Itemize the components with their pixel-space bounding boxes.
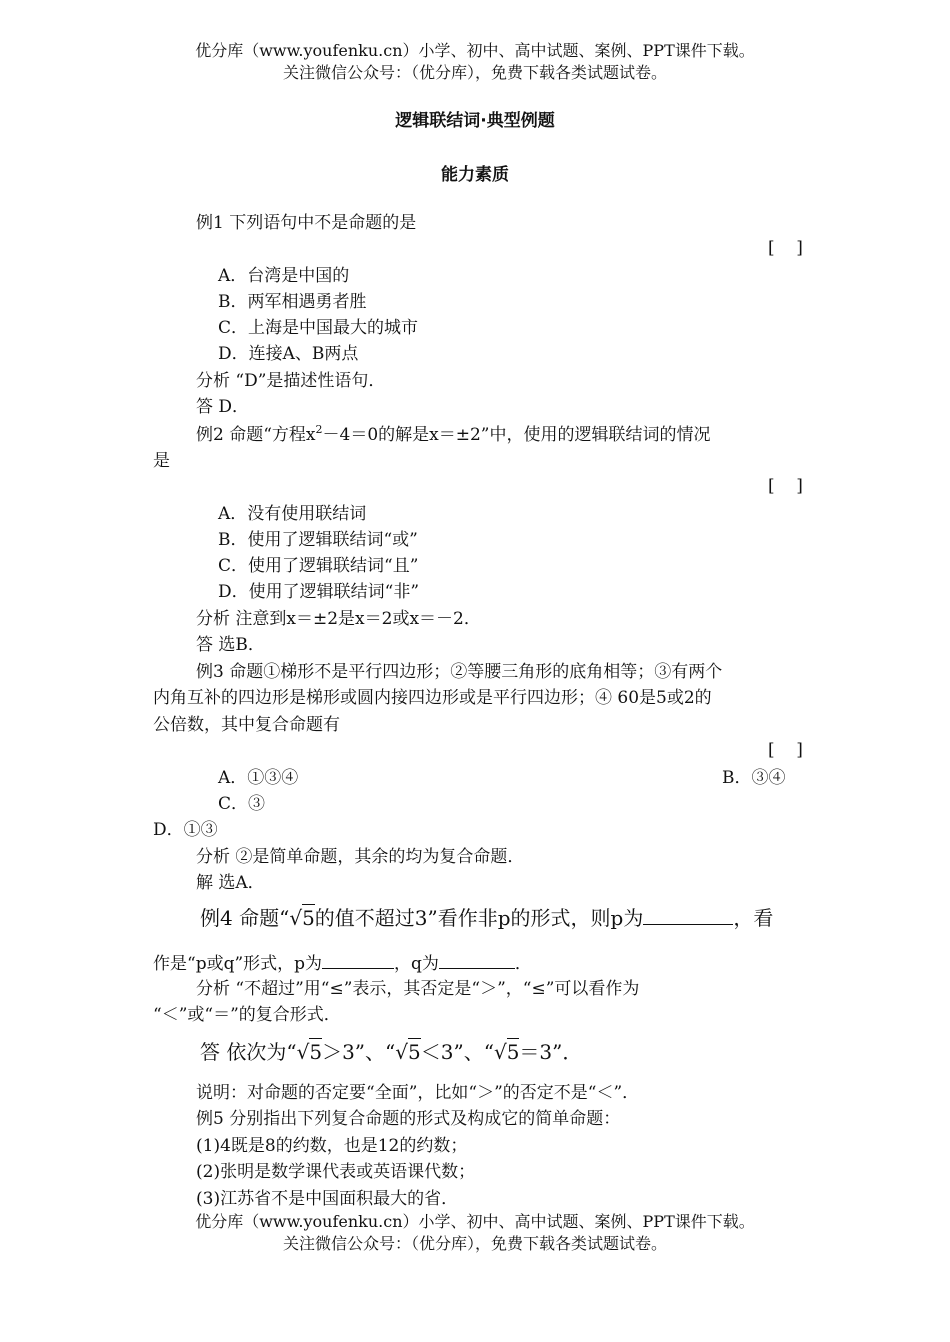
footer-line-1: 优分库（www.youfenku.cn）小学、初中、高中试题、案例、PPT课件下载。 xyxy=(195,1212,755,1231)
ex3-option-d: D．①③ xyxy=(153,820,218,840)
ex1-answer: 答 D． xyxy=(196,397,250,417)
radicand: 5 xyxy=(408,1040,421,1064)
section-title: 能力素质 xyxy=(441,165,509,185)
ex4-analysis-2: “＜”或“＝”的复合形式． xyxy=(153,1005,341,1025)
ex4-answer xyxy=(200,1040,582,1064)
ex4-question2-mid: ，q为 xyxy=(394,954,439,974)
ex3-analysis: 分析 ②是简单命题，其余的均为复合命题． xyxy=(196,847,525,867)
sqrt-5-expression xyxy=(289,906,314,930)
ex2-question-cont: 是 xyxy=(153,451,170,471)
radical-sign: √ xyxy=(296,1040,310,1064)
ex3-answer-bracket: [ ] xyxy=(768,740,803,760)
radical-sign: √ xyxy=(395,1040,409,1064)
ex2-analysis: 分析 注意到x＝±2是x＝2或x＝－2． xyxy=(196,609,481,629)
ex3-question-2: 内角互补的四边形是梯形或圆内接四边形或是平行四边形；④ 60是5或2的 xyxy=(153,688,712,708)
ex5-item-3: (3)江苏省不是中国面积最大的省． xyxy=(196,1189,459,1209)
ex3-option-a: A．①③④ xyxy=(218,768,299,788)
ex4-question2-pre: 作是“p或q”形式，p为 xyxy=(153,954,323,974)
ex1-question: 例1 下列语句中不是命题的是 xyxy=(196,213,417,233)
ex4-question-1 xyxy=(200,906,773,930)
ex2-option-d: D．使用了逻辑联结词“非” xyxy=(218,582,420,602)
ex4-analysis-1: 分析 “不超过”用“≤”表示，其否定是“＞”，“≤”可以看作为 xyxy=(196,979,640,999)
ex3-question-3: 公倍数，其中复合命题有 xyxy=(153,715,340,735)
ex4-answer-1: ＞3”、“ xyxy=(322,1040,396,1064)
ex1-option-d: D．连接A、B两点 xyxy=(218,344,359,364)
ex3-question-1: 例3 命题①梯形不是平行四边形；②等腰三角形的底角相等；③有两个 xyxy=(196,662,723,682)
ex5-question: 例5 分别指出下列复合命题的形式及构成它的简单命题： xyxy=(196,1109,621,1129)
ex2-answer-bracket: [ ] xyxy=(768,476,803,496)
ex2-exponent: 2 xyxy=(315,423,323,436)
ex2-question xyxy=(196,423,710,447)
radicand: 5 xyxy=(309,1040,323,1064)
ex4-question-2 xyxy=(153,950,532,976)
ex4-answer-2: ＜3”、“ xyxy=(420,1040,494,1064)
ex1-analysis: 分析 “D”是描述性语句． xyxy=(196,371,386,391)
ex4-blank-p2[interactable] xyxy=(322,950,394,969)
ex4-question-mid: 的值不超过3”看作非p的形式，则p为 xyxy=(314,906,644,930)
ex4-question-end: ，看 xyxy=(733,906,774,930)
header-line-1: 优分库（www.youfenku.cn）小学、初中、高中试题、案例、PPT课件下载。 xyxy=(195,41,755,60)
ex4-question2-end: ． xyxy=(514,954,532,974)
radical-sign: √ xyxy=(289,906,303,930)
ex2-answer: 答 选B． xyxy=(196,635,265,655)
ex3-answer: 解 选A． xyxy=(196,873,265,893)
ex4-note: 说明：对命题的否定要“全面”，比如“＞”的否定不是“＜”． xyxy=(196,1083,640,1103)
footer-line-2: 关注微信公众号：（优分库），免费下载各类试题试卷。 xyxy=(282,1234,667,1253)
ex2-option-b: B．使用了逻辑联结词“或” xyxy=(218,530,418,550)
ex4-answer-3: ＝3”． xyxy=(519,1040,583,1064)
ex4-blank-p[interactable] xyxy=(643,906,733,925)
header-line-2: 关注微信公众号：（优分库），免费下载各类试题试卷。 xyxy=(282,63,667,82)
radicand: 5 xyxy=(302,906,315,930)
ex3-option-b: B．③④ xyxy=(722,768,786,788)
sqrt-5-expression xyxy=(494,1040,519,1064)
ex1-option-a: A．台湾是中国的 xyxy=(218,266,350,286)
ex5-item-1: (1)4既是8的约数，也是12的约数； xyxy=(196,1136,468,1156)
ex1-option-b: B．两军相遇勇者胜 xyxy=(218,292,367,312)
sqrt-5-expression xyxy=(297,1040,322,1064)
ex2-option-c: C．使用了逻辑联结词“且” xyxy=(218,556,419,576)
sqrt-5-expression xyxy=(395,1040,420,1064)
doc-title: 逻辑联结词·典型例题 xyxy=(395,111,555,131)
ex5-item-2: (2)张明是数学课代表或英语课代数； xyxy=(196,1162,476,1182)
ex2-question-post: －4＝0的解是x＝±2”中，使用的逻辑联结词的情况 xyxy=(322,425,711,445)
ex4-question-pre: 例4 命题“ xyxy=(200,906,290,930)
ex4-answer-pre: 答 依次为“ xyxy=(200,1040,297,1064)
ex4-blank-q[interactable] xyxy=(439,950,515,969)
radicand: 5 xyxy=(506,1040,520,1064)
radical-sign: √ xyxy=(493,1040,507,1064)
ex2-option-a: A．没有使用联结词 xyxy=(218,504,367,524)
ex2-question-pre: 例2 命题“方程x xyxy=(196,425,316,445)
ex1-option-c: C．上海是中国最大的城市 xyxy=(218,318,419,338)
ex1-answer-bracket: [ ] xyxy=(768,238,803,258)
ex3-option-c: C．③ xyxy=(218,794,266,814)
